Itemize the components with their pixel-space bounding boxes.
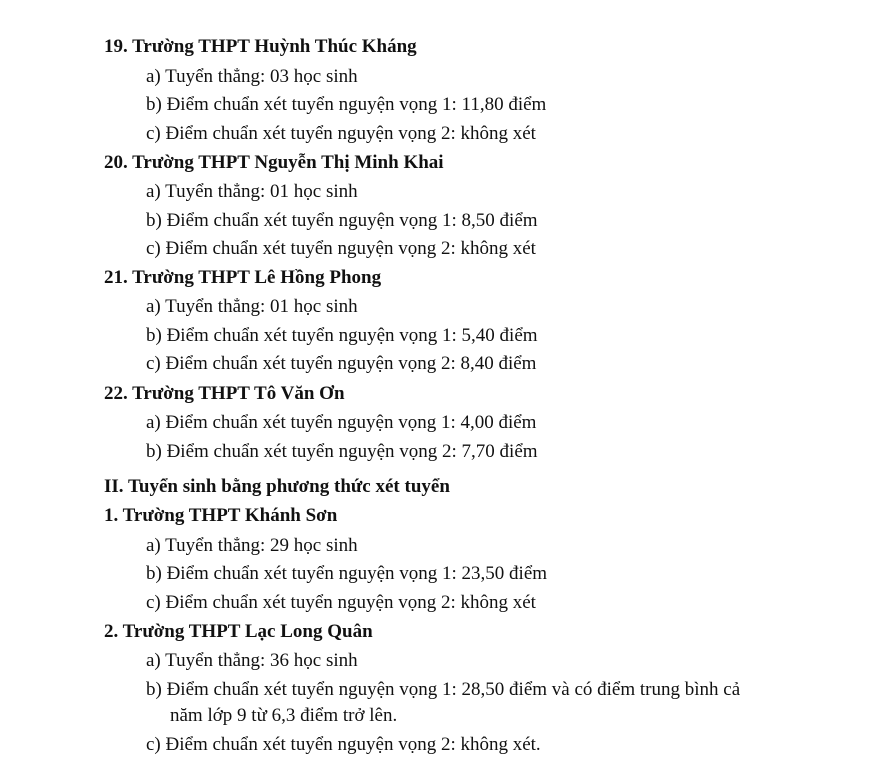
school-heading: 19. Trường THPT Huỳnh Thúc Kháng <box>104 36 417 57</box>
list-item-continuation: năm lớp 9 từ 6,3 điểm trở lên. <box>170 705 398 726</box>
list-item: c) Điểm chuẩn xét tuyển nguyện vọng 2: 8,40 điểm <box>146 353 537 374</box>
school-heading: 2. Trường THPT Lạc Long Quân <box>104 621 373 642</box>
list-item: b) Điểm chuẩn xét tuyển nguyện vọng 1: 28,50 điểm và có điểm trung bình cả <box>146 679 741 700</box>
list-item: c) Điểm chuẩn xét tuyển nguyện vọng 2: không xét. <box>146 734 541 755</box>
section-title: II. Tuyển sinh bằng phương thức xét tuyển <box>104 476 450 497</box>
list-item: b) Điểm chuẩn xét tuyển nguyện vọng 2: 7,70 điểm <box>146 441 538 462</box>
list-item: b) Điểm chuẩn xét tuyển nguyện vọng 1: 11,80 điểm <box>146 94 547 115</box>
school-heading: 21. Trường THPT Lê Hồng Phong <box>104 267 382 288</box>
list-item: a) Tuyển thẳng: 36 học sinh <box>146 650 358 671</box>
list-item: c) Điểm chuẩn xét tuyển nguyện vọng 2: không xét <box>146 592 536 613</box>
list-item: a) Tuyển thẳng: 01 học sinh <box>146 296 358 317</box>
list-item: c) Điểm chuẩn xét tuyển nguyện vọng 2: không xét <box>146 238 536 259</box>
list-item: b) Điểm chuẩn xét tuyển nguyện vọng 1: 5,40 điểm <box>146 325 538 346</box>
list-item: a) Tuyển thẳng: 03 học sinh <box>146 66 358 87</box>
list-item: a) Tuyển thẳng: 01 học sinh <box>146 181 358 202</box>
list-item: c) Điểm chuẩn xét tuyển nguyện vọng 2: không xét <box>146 123 536 144</box>
list-item: b) Điểm chuẩn xét tuyển nguyện vọng 1: 8,50 điểm <box>146 210 538 231</box>
school-heading: 1. Trường THPT Khánh Sơn <box>104 505 338 526</box>
school-heading: 20. Trường THPT Nguyễn Thị Minh Khai <box>104 152 444 173</box>
list-item: a) Điểm chuẩn xét tuyển nguyện vọng 1: 4,00 điểm <box>146 412 537 433</box>
school-heading: 22. Trường THPT Tô Văn Ơn <box>104 383 345 404</box>
list-item: b) Điểm chuẩn xét tuyển nguyện vọng 1: 23,50 điểm <box>146 563 548 584</box>
list-item: a) Tuyển thẳng: 29 học sinh <box>146 535 358 556</box>
